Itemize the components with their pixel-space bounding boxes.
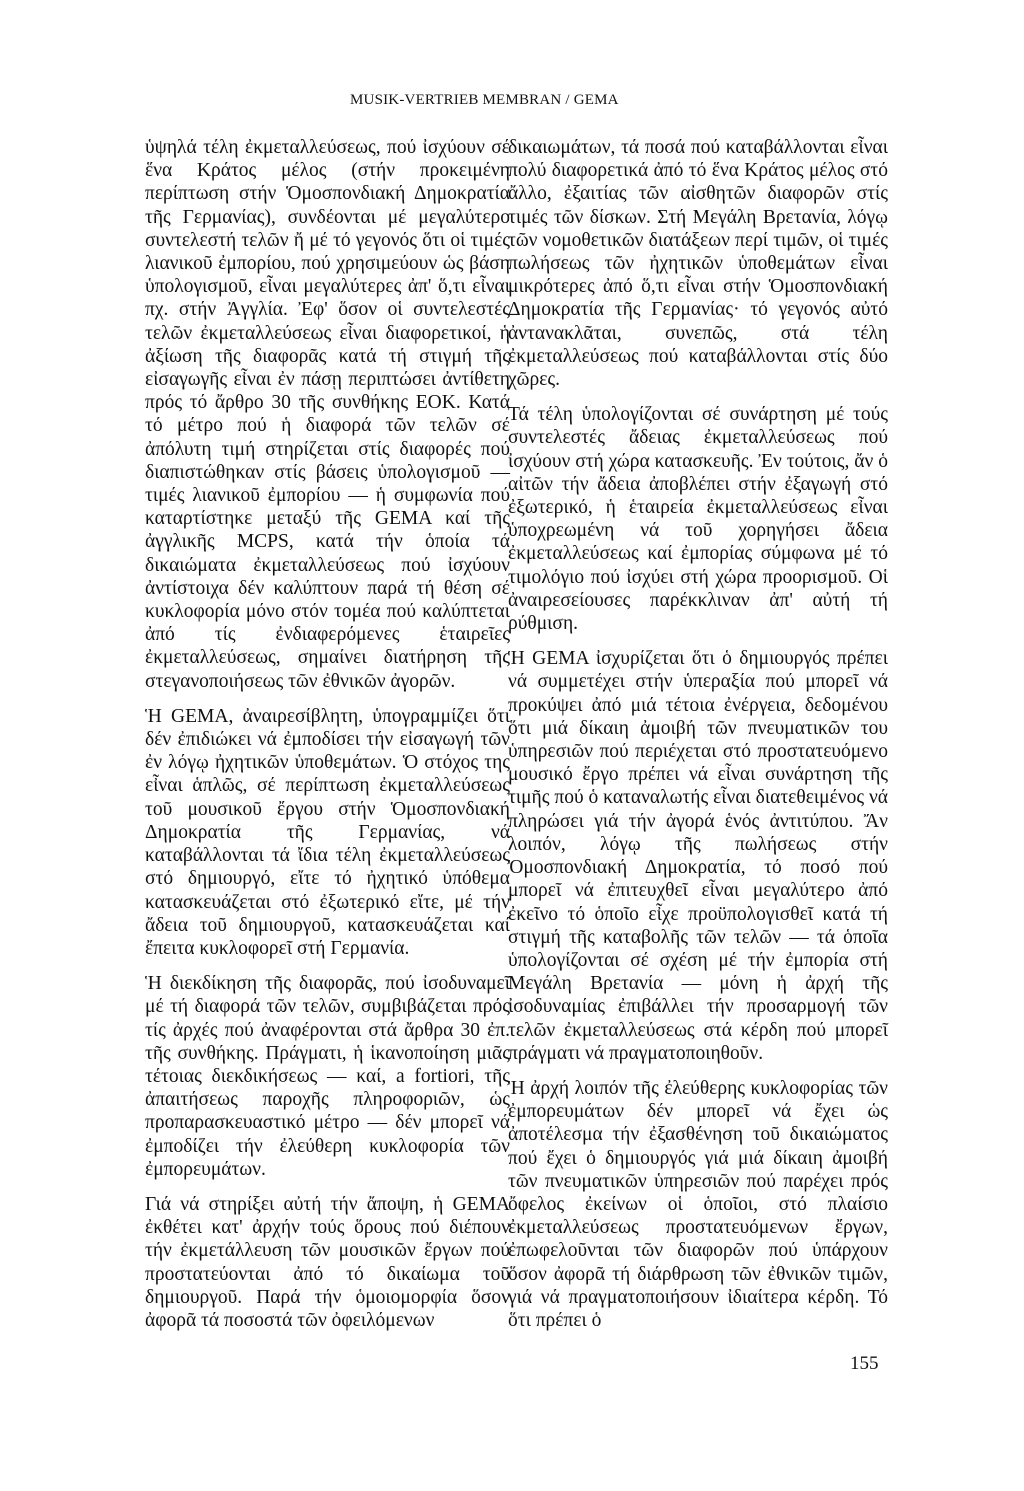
page-number: 155 — [850, 1353, 879, 1374]
paragraph: Ἡ GEMA, ἀναιρεσίβλητη, ὑπογραμμίζει ὅτι δέν ἐπιδιώκει νά ἐμποδίσει τήν εἰσαγωγή τῶν ἐν λόγῳ ἠχητικῶν ὑποθεμάτων. Ὁ στόχος της εἶναι ἁπλῶς, σέ περίπτωση ἐκμεταλλεύσεως τοῦ μουσικοῦ ἔργου στήν Ὁμοσπονδιακή Δημοκρατία τῆς Γερμανίας, νά καταβάλλονται τά ἴδια τέλη ἐκμεταλλεύσεως στό δημιουργό, εἴτε τό ἠχητικό ὑπόθεμα κατασκευάζεται στό ἐξωτερικό εἴτε, μέ τήν ἄδεια τοῦ δημιουργοῦ, κατασκευάζεται καί ἔπειτα κυκλοφορεῖ στή Γερμανία. — [145, 705, 510, 959]
paragraph: Ἡ ἀρχή λοιπόν τῆς ἐλεύθερης κυκλοφορίας τῶν ἐμπορευμάτων δέν μπορεῖ νά ἔχει ὡς ἀποτέλεσμα τήν ἐξασθένηση τοῦ δικαιώματος πού ἔχει ὁ δημιουργός γιά μιά δίκαιη ἀμοιβή τῶν πνευματικῶν ὑπηρεσιῶν πού παρέχει πρός ὄφελος ἐκείνων οἱ ὁποῖοι, στό πλαίσιο ἐκμεταλλεύσεως προστατευόμενων ἔργων, ἐπωφελοῦνται τῶν διαφορῶν πού ὑπάρχουν ὅσον ἀφορᾶ τή διάρθρωση τῶν ἐθνικῶν τιμῶν, γιά νά πραγματοποιήσουν ἰδιαίτερα κέρδη. Τό ὅτι πρέπει ὁ — [508, 1077, 888, 1331]
paragraph: Γιά νά στηρίξει αὐτή τήν ἄποψη, ἡ GEMA ἐκθέτει κατ' ἀρχήν τούς ὅρους πού διέπουν τήν ἐκμετάλλευση τῶν μουσικῶν ἔργων πού προστατεύονται ἀπό τό δικαίωμα τοῦ δημιουργοῦ. Παρά τήν ὁμοιομορφία ὅσον ἀφορᾶ τά ποσοστά τῶν ὀφειλόμενων — [145, 1193, 510, 1331]
right-column — [508, 136, 888, 1344]
paragraph: δικαιωμάτων, τά ποσά πού καταβάλλονται εἶναι πολύ διαφορετικά ἀπό τό ἕνα Κράτος μέλος στό ἄλλο, ἐξαιτίας τῶν αἰσθητῶν διαφορῶν στίς τιμές τῶν δίσκων. Στή Μεγάλη Βρετανία, λόγῳ τῶν νομοθετικῶν διατάξεων περί τιμῶν, οἱ τιμές πωλήσεως τῶν ἠχητικῶν ὑποθεμάτων εἶναι μικρότερες ἀπό ὅ,τι εἶναι στήν Ὁμοσπονδιακή Δημοκρατία τῆς Γερμανίας· τό γεγονός αὐτό ἀντανακλᾶται, συνεπῶς, στά τέλη ἐκμεταλλεύσεως πού καταβάλλονται στίς δύο χῶρες. — [508, 137, 888, 391]
paragraph: Ἡ GEMA ἰσχυρίζεται ὅτι ὁ δημιουργός πρέπει νά συμμετέχει στήν ὑπεραξία πού μπορεῖ νά προκύψει ἀπό μιά τέτοια ἐνέργεια, δεδομένου ὅτι μιά δίκαιη ἀμοιβή τῶν πνευματικῶν του ὑπηρεσιῶν πού περιέχεται στό προστατευόμενο μουσικό ἔργο πρέπει νά εἶναι συνάρτηση τῆς τιμῆς πού ὁ καταναλωτής εἶναι διατεθειμένος νά πληρώσει γιά τήν ἀγορά ἑνός ἀντιτύπου. Ἄν λοιπόν, λόγῳ τῆς πωλήσεως στήν Ὁμοσπονδιακή Δημοκρατία, τό ποσό πού μπορεῖ νά ἐπιτευχθεῖ εἶναι μεγαλύτερο ἀπό ἐκεῖνο τό ὁποῖο εἶχε προϋπολογισθεῖ κατά τή στιγμή τῆς καταβολῆς τῶν τελῶν — τά ὁποῖα ὑπολογίζονται σέ σχέση μέ τήν ἐμπορία στή Μεγάλη Βρετανία — μόνη ἡ ἀρχή τῆς ἰσοδυναμίας ἐπιβάλλει τήν προσαρμογή τῶν τελῶν ἐκμεταλλεύσεως στά κέρδη πού μπορεῖ πράγματι νά πραγματοποιηθοῦν. — [508, 648, 888, 1064]
paragraph: Ἡ διεκδίκηση τῆς διαφορᾶς, πού ἰσοδυναμεῖ μέ τή διαφορά τῶν τελῶν, συμβιβάζεται πρός τίς ἀρχές πού ἀναφέρονται στά ἄρθρα 30 ἐπ. τῆς συνθήκης. Πράγματι, ἡ ἱκανοποίηση μιᾶς τέτοιας διεκδικήσεως — καί, a fortiori, τῆς ἀπαιτήσεως παροχῆς πληροφοριῶν, ὡς προπαρασκευαστικό μέτρο — δέν μπορεῖ νά ἐμποδίζει τήν ἐλεύθερη κυκλοφορία τῶν ἐμπορευμάτων. — [145, 973, 510, 1180]
paragraph: ὑψηλά τέλη ἐκμεταλλεύσεως, πού ἰσχύουν σέ ἕνα Κράτος μέλος (στήν προκειμένη περίπτωση στήν Ὁμοσπονδιακή Δημοκρατία τῆς Γερμανίας), συνδέονται μέ μεγαλύτερο συντελεστή τελῶν ἤ μέ τό γεγονός ὅτι οἱ τιμές λιανικοῦ ἐμπορίου, πού χρησιμεύουν ὡς βάση ὑπολογισμοῦ, εἶναι μεγαλύτερες ἀπ' ὅ,τι εἶναι πχ. στήν Ἀγγλία. Ἐφ' ὅσον οἱ συντελεστές τελῶν ἐκμεταλλεύσεως εἶναι διαφορετικοί, ἡ ἀξίωση τῆς διαφορᾶς κατά τή στιγμή τῆς εἰσαγωγῆς εἶναι ἐν πάσῃ περιπτώσει ἀντίθετη πρός τό ἄρθρο 30 τῆς συνθήκης ΕΟΚ. Κατά τό μέτρο πού ἡ διαφορά τῶν τελῶν σέ ἀπόλυτη τιμή στηρίζεται στίς διαφορές πού διαπιστώθηκαν στίς βάσεις ὑπολογισμοῦ — τιμές λιανικοῦ ἐμπορίου — ἡ συμφωνία πού καταρτίστηκε μεταξύ τῆς GEMA καί τῆς ἀγγλικῆς MCPS, κατά τήν ὁποία τά δικαιώματα ἐκμεταλλεύσεως πού ἰσχύουν ἀντίστοιχα δέν καλύπτουν παρά τή θέση σέ κυκλοφορία μόνο στόν τομέα πού καλύπτεται ἀπό τίς ἐνδιαφερόμενες ἑταιρεῖες ἐκμεταλλεύσεως, σημαίνει διατήρηση τῆς στεγανοποιήσεως τῶν ἐθνικῶν ἀγορῶν. — [145, 137, 510, 692]
paragraph: Τά τέλη ὑπολογίζονται σέ συνάρτηση μέ τούς συντελεστές ἄδειας ἐκμεταλλεύσεως πού ἰσχύουν στή χώρα κατασκευῆς. Ἐν τούτοις, ἄν ὁ αἰτῶν τήν ἄδεια ἀποβλέπει στήν ἐξαγωγή στό ἐξωτερικό, ἡ ἑταιρεία ἐκμεταλλεύσεως εἶναι ὑποχρεωμένη νά τοῦ χορηγήσει ἄδεια ἐκμεταλλεύσεως καί ἐμπορίας σύμφωνα μέ τό τιμολόγιο πού ἰσχύει στή χώρα προορισμοῦ. Οἱ ἀναιρεσείουσες παρέκκλιναν ἀπ' αὐτή τή ρύθμιση. — [508, 404, 888, 635]
left-column — [145, 136, 510, 1344]
running-head: MUSIK-VERTRIEB MEMBRAN / GEMA — [350, 92, 619, 108]
